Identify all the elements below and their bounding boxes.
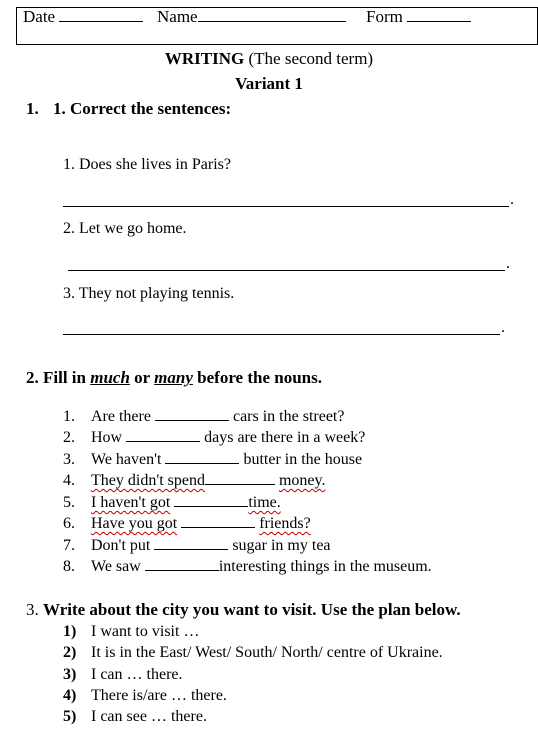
s2-after: money. (278, 472, 326, 489)
s2-after: days are there in a week? (204, 429, 366, 446)
page-title (0, 49, 538, 69)
s2-blank[interactable] (205, 484, 275, 485)
s2-item-2 (63, 429, 365, 447)
s2-after: cars in the street? (232, 408, 345, 425)
s1-answer-line-3[interactable] (63, 334, 500, 335)
s3-item-4 (63, 687, 227, 705)
s2-before: They didn't spend (91, 472, 205, 489)
section3-title: Write about the city you want to visit. Use the plan below. (43, 600, 461, 619)
s2-item-6 (63, 515, 311, 533)
s2-before: We haven't (91, 451, 162, 468)
form-blank[interactable] (407, 21, 471, 22)
s1-line-end-1: . (510, 191, 514, 208)
section3-number: 3. (26, 600, 39, 619)
s2-item-1 (63, 408, 344, 426)
s3-text: I want to visit … (91, 623, 200, 640)
s2-num: 3. (63, 451, 75, 468)
date-field[interactable] (23, 7, 143, 27)
s2-before: Are there (91, 408, 151, 425)
section2-word-many: many (154, 368, 193, 387)
s2-item-4 (63, 472, 326, 490)
s1-answer-line-1[interactable] (63, 206, 509, 207)
s2-blank[interactable] (181, 527, 255, 528)
s2-after: friends? (259, 515, 311, 532)
s2-blank[interactable] (155, 420, 229, 421)
s3-text: I can see … there. (91, 708, 207, 725)
s3-item-1 (63, 623, 199, 641)
section2-heading (26, 368, 322, 388)
s2-after: butter in the house (243, 451, 363, 468)
section2-mid: or (134, 368, 150, 387)
s1-line-end-2: . (506, 255, 510, 272)
section1-heading (26, 99, 231, 119)
s2-after: sugar in my tea (232, 537, 331, 554)
s3-num: 1) (63, 623, 77, 640)
s3-text: I can … there. (91, 666, 183, 683)
variant-title: Variant 1 (235, 74, 303, 93)
name-field[interactable] (157, 7, 346, 27)
s2-blank[interactable] (174, 506, 248, 507)
section1-title: 1. Correct the sentences: (53, 99, 232, 118)
s2-before: I haven't got (91, 494, 171, 511)
s3-text: It is in the East/ West/ South/ North/ centre of Ukraine. (91, 644, 443, 661)
s3-num: 5) (63, 708, 77, 725)
s1-line-end-3: . (501, 319, 505, 336)
form-label: Form (366, 7, 403, 26)
s2-item-7 (63, 537, 331, 555)
s1-item-1: 1. Does she lives in Paris? (63, 156, 231, 173)
s2-num: 7. (63, 537, 75, 554)
name-label: Name (157, 7, 198, 26)
title-rest: (The second term) (248, 49, 374, 68)
date-blank[interactable] (59, 21, 143, 22)
s2-num: 6. (63, 515, 75, 532)
s2-blank[interactable] (165, 463, 239, 464)
form-field[interactable] (366, 7, 471, 27)
s3-item-2 (63, 644, 443, 662)
s2-after: interesting things in the museum. (218, 558, 432, 575)
section2-post: before the nouns. (197, 368, 322, 387)
s2-num: 4. (63, 472, 75, 489)
s1-answer-line-2[interactable] (68, 270, 505, 271)
section2-word-much: much (90, 368, 130, 387)
s2-item-3 (63, 451, 362, 469)
section3-heading (26, 600, 461, 620)
s3-text: There is/are … there. (91, 687, 227, 704)
s3-item-5 (63, 708, 207, 726)
s2-blank[interactable] (154, 549, 228, 550)
section1-number: 1. (26, 99, 39, 118)
s2-num: 5. (63, 494, 75, 511)
s3-num: 2) (63, 644, 77, 661)
s2-before: Don't put (91, 537, 151, 554)
s3-num: 4) (63, 687, 77, 704)
s2-before: How (91, 429, 123, 446)
section2-pre: 2. Fill in (26, 368, 86, 387)
s2-blank[interactable] (145, 570, 219, 571)
s2-before: Have you got (91, 515, 178, 532)
title-bold: WRITING (164, 49, 245, 68)
s2-after: time. (248, 494, 281, 511)
s2-num: 2. (63, 429, 75, 446)
s1-item-2: 2. Let we go home. (63, 220, 187, 237)
name-blank[interactable] (198, 21, 346, 22)
s2-before: We saw (91, 558, 141, 575)
s2-blank[interactable] (126, 441, 200, 442)
s1-item-3: 3. They not playing tennis. (63, 285, 235, 302)
date-label: Date (23, 7, 56, 26)
s3-item-3 (63, 666, 183, 684)
s3-num: 3) (63, 666, 77, 683)
s2-num: 1. (63, 408, 75, 425)
s2-item-5 (63, 494, 281, 512)
s2-item-8 (63, 558, 432, 576)
s2-num: 8. (63, 558, 75, 575)
